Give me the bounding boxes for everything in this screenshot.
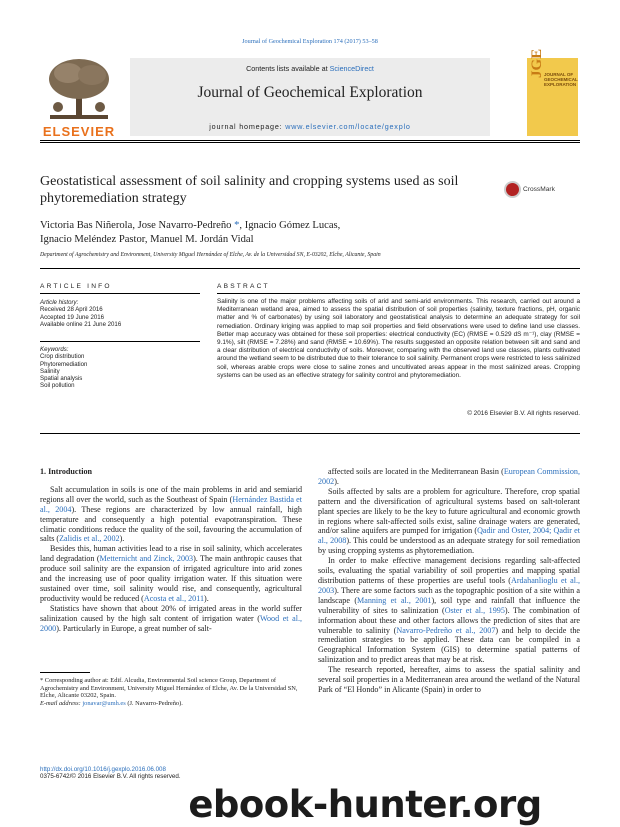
body-paragraph: In order to make effective management decisions regarding salt-affected soils, evaluating the spatial variability of soil properties and mapping spatial distribution patterns of these properties are useful tools (Ardahanlioglu et al., 2003). There are some factors such as the topographic position of a site within a landscape (Manning et al., 2001), soil type and rainfall that influence the vulnerability of sites to salinization (Oster et al., 1995). The combination of information about these and other factors allows the prediction of sites that are vulnerable to salinity (Navarro-Pedreño et al., 2007) and help to decide the remediation strategies to be applied. These data can be compiled in a Geographical Information System (GIS) to determine spatial patterns of salinization and to predict areas that may be at risk. [318,556,580,665]
issn-line: 0375-6742/© 2016 Elsevier B.V. All rights reserved. [40,773,181,781]
cover-title: JOURNAL OF GEOCHEMICAL EXPLORATION [544,72,578,88]
email-label: E-mail address: [40,699,83,707]
header-rule [40,140,580,141]
history-label: Article history: [40,299,79,306]
crossmark-label: CrossMark [523,185,555,193]
crossmark-button[interactable] [504,180,555,198]
doi-block [40,766,302,781]
keyword-item: Spatial analysis [40,375,83,383]
keyword-item: Crop distribution [40,353,85,361]
citation-link[interactable]: European Commission, 2002 [318,467,580,486]
homepage-line [130,122,490,131]
body-column-left [40,467,302,634]
header-rule-2 [40,142,580,143]
citation-link[interactable]: Hernández Bastida et al., 2004 [40,494,302,514]
history-accepted: Accepted 19 June 2016 [40,313,105,321]
abstract-heading: ABSTRACT [217,283,270,290]
author-list [40,219,580,247]
email-link[interactable]: jonavar@umh.es [82,699,126,707]
contents-line [130,64,490,73]
footnote-mark: * [40,677,44,684]
abstract-text: Salinity is one of the major problems affecting soils of arid and semi-arid environments. This research, carried out around a Mediterranean wetland area, aimed to assess the spatial distribution of soil properties (salinity, texture fractions, pH, organic matter and % of carbonates) by using soil laboratory and geostatistical analysis to determine an adequate strategy for soil remediation. Ordinary kriging was applied to map soil properties and field observations were used to define land use classes. Better map accuracy was obtained for these soil properties: electrical conductivity (EC) (RMSE = 0.529 dS m⁻¹), clay (RMSE = 9.1%), silt (RMSE = 7.28%) and sand (RMSE = 10.69%). The results suggested an opposite relation between silt and sand and a clear distribution of electrical conductivity of soils. Moreover, comparing with the observed land use classes, plants cultivated around the wetland seem to be distributed due to their tolerance to soil salinity. Permanent crops were restricted to less salinized soil, whereas arable crops were close to saline zones and uncultivated areas appear in the most salinized areas. Cropping systems can be used as an effective strategy for salinity control and phytoremediation. [217,298,580,379]
keywords-label: Keywords: [40,346,69,353]
cover-abbrev: JGE [529,48,545,78]
sciencedirect-link[interactable]: ScienceDirect [329,64,374,73]
footnote-rule [40,672,90,673]
homepage-prefix: journal homepage: [209,122,286,131]
citation-link[interactable]: Qadir and Oster, 2004; Qadir et al., 2008 [318,526,580,546]
abstract-rule [217,293,580,294]
body-paragraph: The research reported, hereafter, aims to assess the spatial salinity and several soil properties in a Mediterranean area around the wetland of the Natural Park of “El Hondo” in Alicante (Spain) in order to [318,665,580,694]
citation-link[interactable]: Zalidis et al., 2002 [59,534,120,544]
watermark-text: ebook-hunter.org [188,783,542,826]
title-rule [40,268,580,269]
citation-link[interactable]: Wood et al., 2000 [40,613,302,633]
citation-link[interactable]: Ardahanlioglu et al., 2003 [318,575,580,595]
body-paragraph: Salt accumulation in soils is one of the main problems in arid and semiarid regions all over the world, such as the Southeast of Spain (Hernández Bastida et al., 2004). These regions are characterized by low annual rainfall, high temperature and consequently a high potential evapotranspiration. These climatic conditions reduce the quality of the soil, favouring the accumulation of salts (Zalidis et al., 2002). [40,484,302,544]
citation-link[interactable]: Acosta et al., 2011 [143,593,205,603]
keyword-item: Salinity [40,367,60,375]
keywords-rule [40,341,200,342]
affiliation: Department of Agrochemistry and Environment, University Miguel Hernández of Elche, Av. de la Universidad SN, E-03202, Elche, Alicante, Spain [40,252,381,258]
body-paragraph: affected soils are located in the Mediterranean Basin (European Commission, 2002). [318,467,580,486]
info-rule [40,293,200,294]
right-paragraphs [318,467,580,695]
footnote [40,677,302,707]
authors-line1: Victoria Bas Niñerola, Jose Navarro-Pedreño [40,220,235,231]
left-paragraphs [40,485,302,634]
body-paragraph: Statistics have shown that about 20% of irrigated areas in the world suffer salinization caused by the high salt content of irrigation water (Wood et al., 2000). Particularly in Europe, a great number of salt- [40,603,302,633]
keyword-item: Soil pollution [40,382,75,390]
article-info-heading: ARTICLE INFO [40,283,112,290]
citation-link[interactable]: Manning et al., 2001 [357,595,432,605]
body-paragraph: Besides this, human activities lead to a rise in soil salinity, which accelerates land degradation (Metternicht and Zinck, 2003). The main anthropic causes that produce soil salinity are the expansion of irrigated agriculture into arid zones and the increasing use of poor quality irrigation water. If this situation were sustained over time, soil salinity would rise, and consequently, agricultural productivity would be reduced (Acosta et al., 2011). [40,544,302,603]
citation-link[interactable]: Metternicht and Zinck, 2003 [99,554,194,564]
article-history [40,299,200,328]
publisher-logo-text: ELSEVIER [42,124,116,139]
journal-title: Journal of Geochemical Exploration [197,84,423,101]
homepage-link[interactable]: www.elsevier.com/locate/gexplo [285,122,411,131]
citation-link[interactable]: Oster et al., 1995 [444,605,505,615]
authors-line2: Ignacio Meléndez Pastor, Manuel M. Jordán Vidal [40,234,254,245]
history-received: Received 28 April 2016 [40,306,103,314]
body-paragraph: Soils affected by salts are a problem for agriculture. Therefore, crop spatial pattern and the diversification of agricultural systems based on salt-tolerant plant species are likely to be the key to future agricultural and economic growth in regions where salt-affected soils exist, saline drainage waters are generated, and/or saline aquifers are pumped for irrigation (Qadir and Oster, 2004; Qadir et al., 2008). This could be understood as an adequate strategy for soil remediation by using cropping systems as phytoremediation. [318,486,580,556]
citation-link[interactable]: Navarro-Pedreño et al., 2007 [396,625,496,635]
footnote-text: Corresponding author at: Edif. Alcudia, Environmental Soil science Group, Department of Agrochemistry and Environment, University Miguel Hernández of Elche, Av. De la Universidad SN, Elche, Alicante 03202, Spain. [40,677,298,700]
body-rule [40,433,580,434]
article-title: Geostatistical assessment of soil salinity and cropping systems used as soil phytoremediation strategy [40,174,459,206]
abstract-copyright: © 2016 Elsevier B.V. All rights reserved. [467,410,580,417]
authors-line1-cont: , Ignacio Gómez Lucas, [239,220,341,231]
body-column-right [318,467,580,695]
history-online: Available online 21 June 2016 [40,320,122,328]
journal-citation[interactable]: Journal of Geochemical Exploration 174 (2017) 53–58 [242,38,378,45]
corresponding-author-mark[interactable]: * [234,220,240,231]
doi-link[interactable]: http://dx.doi.org/10.1016/j.gexplo.2016.06.008 [40,766,166,773]
section-heading-introduction: 1. Introduction [40,467,93,476]
keyword-item: Phytoremediation [40,360,88,368]
contents-prefix: Contents lists available at [246,64,330,73]
keywords [40,346,200,390]
email-suffix: (J. Navarro-Pedreño). [125,699,183,707]
crossmark-icon [504,181,521,198]
